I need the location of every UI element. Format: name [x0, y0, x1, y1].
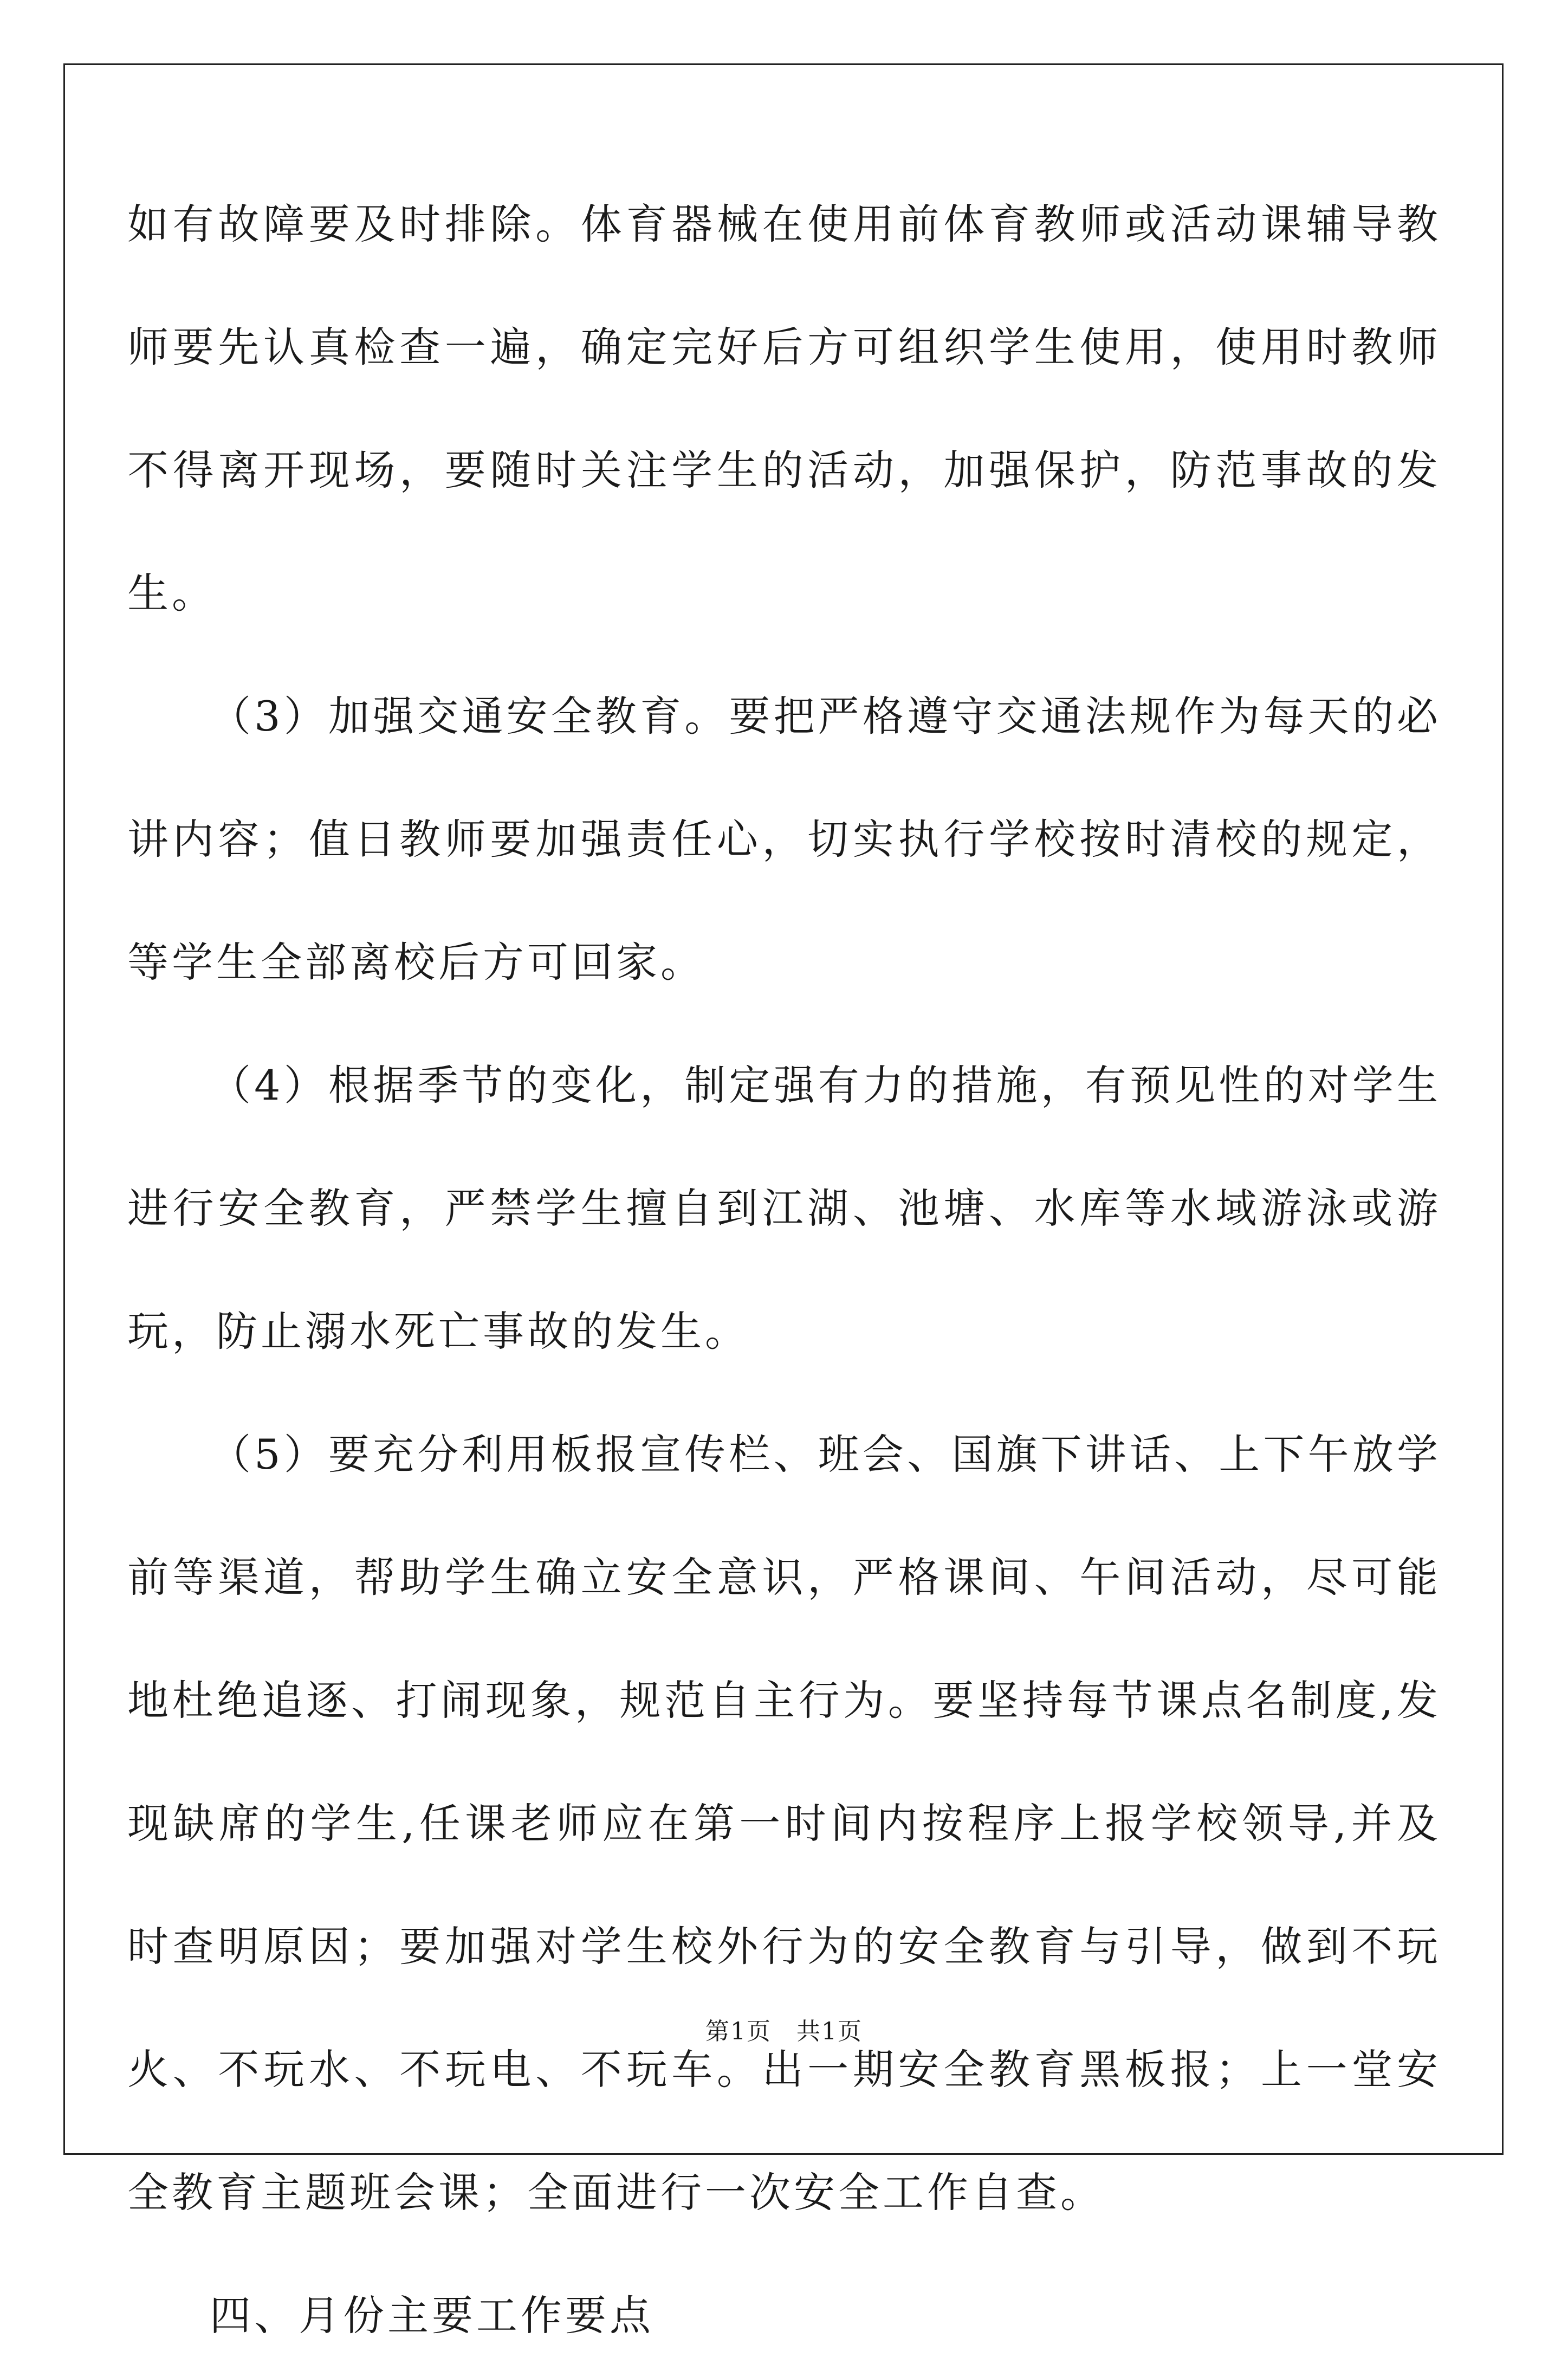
section-heading-monthly-points: 四、月份主要工作要点	[210, 2291, 654, 2340]
paragraph-equipment-check: 如有故障要及时排除。体育器械在使用前体育教师或活动课辅导教师要先认真检查一遍，确定完好后方可组织学生使用，使用时教师不得离开现场，要随时关注学生的活动，加强保护，防范事故的发生。	[127, 200, 1441, 617]
paragraph-traffic-safety: （3）加强交通安全教育。要把严格遵守交通法规作为每天的必讲内容；值日教师要加强责任心，切实执行学校按时清校的规定，等学生全部离校后方可回家。	[127, 692, 1441, 986]
paragraph-safety-awareness: （5）要充分利用板报宣传栏、班会、国旗下讲话、上下午放学前等渠道，帮助学生确立安全意识，严格课间、午间活动，尽可能地杜绝追逐、打闹现象，规范自主行为。要坚持每节课点名制度,发现缺席的学生,任课老师应在第一时间内按程序上报学校领导,并及时查明原因；要加强对学生校外行为的安全教育与引导，做到不玩火、不玩水、不玩电、不玩车。出一期安全教育黑板报；上一堂安全教育主题班会课；全面进行一次安全工作自查。	[127, 1430, 1441, 2217]
page-number-footer: 第1页 共1页	[705, 2018, 863, 2045]
paragraph-seasonal-safety: （4）根据季节的变化，制定强有力的措施，有预见性的对学生进行安全教育，严禁学生擅自到江湖、池塘、水库等水域游泳或游玩，防止溺水死亡事故的发生。	[127, 1061, 1441, 1355]
